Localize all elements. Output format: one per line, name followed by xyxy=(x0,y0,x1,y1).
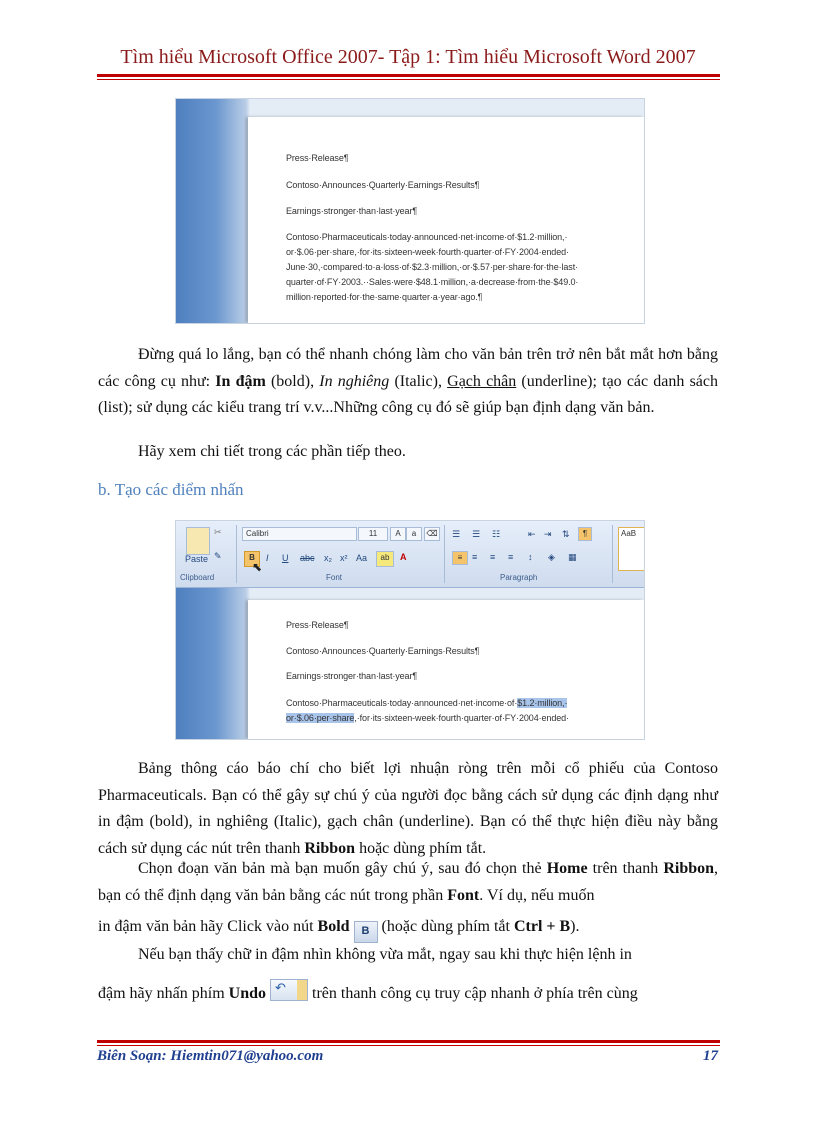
doc-line: million·reported·for·the·same·quarter·a·year·ago.¶ xyxy=(286,292,483,302)
text: (hoặc dùng phím tắt xyxy=(381,918,514,935)
bullets-icon[interactable]: ☰ xyxy=(452,529,461,539)
document-page xyxy=(248,117,644,323)
subscript-button[interactable]: x₂ xyxy=(324,553,332,563)
text: Đừng quá lo lắng, bạn có thể nhanh chóng làm cho văn bản trên trở nên bắt mắt hơn bằng các công cụ như: xyxy=(98,346,718,390)
shortcut-term: Ctrl + B xyxy=(513,918,571,935)
justify-icon[interactable]: ≡ xyxy=(508,552,514,562)
footer-divider xyxy=(97,1040,720,1043)
section-heading: b. Tạo các điểm nhấn xyxy=(98,480,244,499)
explanation-paragraph xyxy=(98,756,718,862)
font-color-icon[interactable]: A xyxy=(400,552,407,562)
text: hoặc dùng phím tắt. xyxy=(355,839,487,857)
word-ribbon-screenshot xyxy=(175,520,645,740)
line-spacing-icon[interactable]: ↕ xyxy=(528,552,533,562)
doc-line: Press·Release¶ xyxy=(286,620,349,630)
intro-paragraph xyxy=(98,342,718,422)
word-document-screenshot xyxy=(175,98,645,324)
text: , bạn có thể định dạng văn bản bằng các nút trong phần xyxy=(98,860,719,904)
text: ). xyxy=(570,918,580,935)
increase-indent-icon[interactable]: ⇥ xyxy=(544,529,552,539)
mouse-cursor-icon: ⬉ xyxy=(252,560,263,574)
header-divider xyxy=(97,74,720,77)
cut-icon[interactable]: ✂ xyxy=(214,527,222,537)
doc-line: June·30,·compared·to·a·loss·of·$2.3·million,·or·$.57·per·share·for·the·last· xyxy=(286,262,579,272)
bold-term: Font xyxy=(447,886,480,904)
numbering-icon[interactable]: ☰ xyxy=(472,529,481,539)
document-page xyxy=(248,600,644,739)
text: trên thanh công cụ truy cập nhanh ở phía trên cùng xyxy=(312,985,638,1002)
footer-author: Biên Soạn: Hiemtin071@yahoo.com xyxy=(97,1048,324,1064)
selected-text: $1.2·million,· xyxy=(517,698,568,708)
bold-term: Ribbon xyxy=(304,839,356,857)
grow-font-icon[interactable]: A xyxy=(390,527,406,541)
borders-icon[interactable]: ▦ xyxy=(568,552,577,562)
text: Chọn đoạn văn bản mà bạn muốn gây chú ý, sau đó chọn thẻ xyxy=(138,860,547,877)
text: trên thanh xyxy=(587,860,664,877)
bold-term: Bold xyxy=(317,918,350,935)
doc-line xyxy=(286,698,567,708)
page-header-title: Tìm hiểu Microsoft Office 2007- Tập 1: Tìm hiểu Microsoft Word 2007 xyxy=(120,46,696,68)
italic-button[interactable]: I xyxy=(266,553,269,563)
doc-line xyxy=(286,713,569,723)
text: (Italic), xyxy=(389,372,448,390)
font-name-select[interactable]: Calibri xyxy=(242,527,357,541)
doc-text: ,·for·its·sixteen-week·fourth·quarter·of·FY·2004·ended· xyxy=(354,713,569,723)
paragraph-group-label: Paragraph xyxy=(500,573,538,582)
doc-line: Contoso·Announces·Quarterly·Earnings·Results¶ xyxy=(286,180,480,190)
doc-line: or·$.06·per·share,·for·its·sixteen-week·fourth·quarter·of·FY·2004·ended· xyxy=(286,247,569,257)
undo-icon: ↶ xyxy=(270,979,308,1001)
align-right-icon[interactable]: ≡ xyxy=(490,552,496,562)
bold-term: Home xyxy=(546,860,588,877)
shading-icon[interactable]: ◈ xyxy=(548,552,555,562)
format-painter-icon[interactable]: ✎ xyxy=(214,551,222,561)
group-divider xyxy=(236,525,237,583)
bold-term: In đậm xyxy=(215,372,266,390)
strikethrough-button[interactable]: abc xyxy=(300,553,315,563)
doc-line: Earnings·stronger·than·last·year¶ xyxy=(286,671,418,681)
page-number: 17 xyxy=(703,1048,718,1064)
underline-button[interactable]: U xyxy=(282,553,289,563)
text: (underline); tạo các danh sách (list); sử dụng các kiểu trang trí v.v...Những công cụ đó sẽ giúp bạn định dạng văn bản. xyxy=(98,372,718,416)
doc-text: Contoso·Pharmaceuticals·today·announced·net·income·of· xyxy=(286,698,518,708)
undo-line xyxy=(98,979,638,1003)
selected-text: or·$.06·per·share xyxy=(286,713,355,723)
text: . Ví dụ, nếu muốn xyxy=(479,886,595,904)
change-case-button[interactable]: Aa xyxy=(356,553,368,563)
shrink-font-icon[interactable]: a xyxy=(406,527,422,541)
footer-divider-thin xyxy=(97,1045,720,1046)
ribbon xyxy=(176,521,644,588)
decrease-indent-icon[interactable]: ⇤ xyxy=(528,529,536,539)
instruction-paragraph xyxy=(98,856,718,909)
group-divider xyxy=(612,525,613,583)
highlight-color-icon[interactable]: ab xyxy=(376,551,394,567)
paste-label: Paste xyxy=(185,554,209,564)
doc-line: Contoso·Pharmaceuticals·today·announced·net·income·of·$1.2·million,· xyxy=(286,232,568,242)
bold-term: Undo xyxy=(228,985,266,1002)
document-area xyxy=(176,588,644,739)
align-center-icon[interactable]: ≡ xyxy=(472,552,478,562)
group-divider xyxy=(444,525,445,583)
sort-icon[interactable]: ⇅ xyxy=(562,529,570,539)
underline-term: Gạch chân xyxy=(447,372,517,390)
paste-icon[interactable] xyxy=(186,527,210,555)
superscript-button[interactable]: x² xyxy=(340,553,348,563)
doc-line: Press·Release¶ xyxy=(286,153,349,163)
multilevel-list-icon[interactable]: ☷ xyxy=(492,529,501,539)
font-group-label: Font xyxy=(326,573,343,582)
text: đậm hãy nhấn phím xyxy=(98,985,229,1002)
header-divider-thin xyxy=(97,79,720,80)
instruction-line xyxy=(98,918,580,943)
text: (bold), xyxy=(265,372,320,390)
show-marks-icon[interactable]: ¶ xyxy=(578,527,592,541)
bold-button[interactable]: B xyxy=(244,551,260,567)
align-left-icon[interactable]: ≡ xyxy=(452,551,468,565)
followup-paragraph: Hãy xem chi tiết trong các phần tiếp theo. xyxy=(138,443,406,460)
text: Bảng thông cáo báo chí cho biết lợi nhuận ròng trên mỗi cổ phiếu của Contoso Pharmaceuticals. Bạn có thể gây sự chú ý của người đọc bằng cách sử dụng các định dạng như in đậm (bold), in nghiêng (Italic), gạch chân (underline). Bạn có thể thực hiện điều này bằng cách sử dụng các nút trên thanh xyxy=(98,760,718,857)
doc-line: Earnings·stronger·than·last·year¶ xyxy=(286,206,418,216)
doc-line: quarter·of·FY·2003.··Sales·were·$48.1·million,·a·decrease·from·the·$49.0· xyxy=(286,277,579,287)
doc-line: Contoso·Announces·Quarterly·Earnings·Results¶ xyxy=(286,646,480,656)
style-preview[interactable]: AaB xyxy=(618,527,645,571)
italic-term: In nghiêng xyxy=(319,372,390,390)
undo-paragraph: Nếu bạn thấy chữ in đậm nhìn không vừa mắt, ngay sau khi thực hiện lệnh in xyxy=(138,946,632,963)
clipboard-group-label: Clipboard xyxy=(180,573,215,582)
bold-button-icon: B xyxy=(354,921,378,943)
text: in đậm văn bản hãy Click vào nút xyxy=(98,918,318,935)
font-size-select[interactable]: 11 xyxy=(358,527,388,541)
clear-format-icon[interactable]: ⌫ xyxy=(424,527,440,541)
bold-term: Ribbon xyxy=(663,860,715,877)
